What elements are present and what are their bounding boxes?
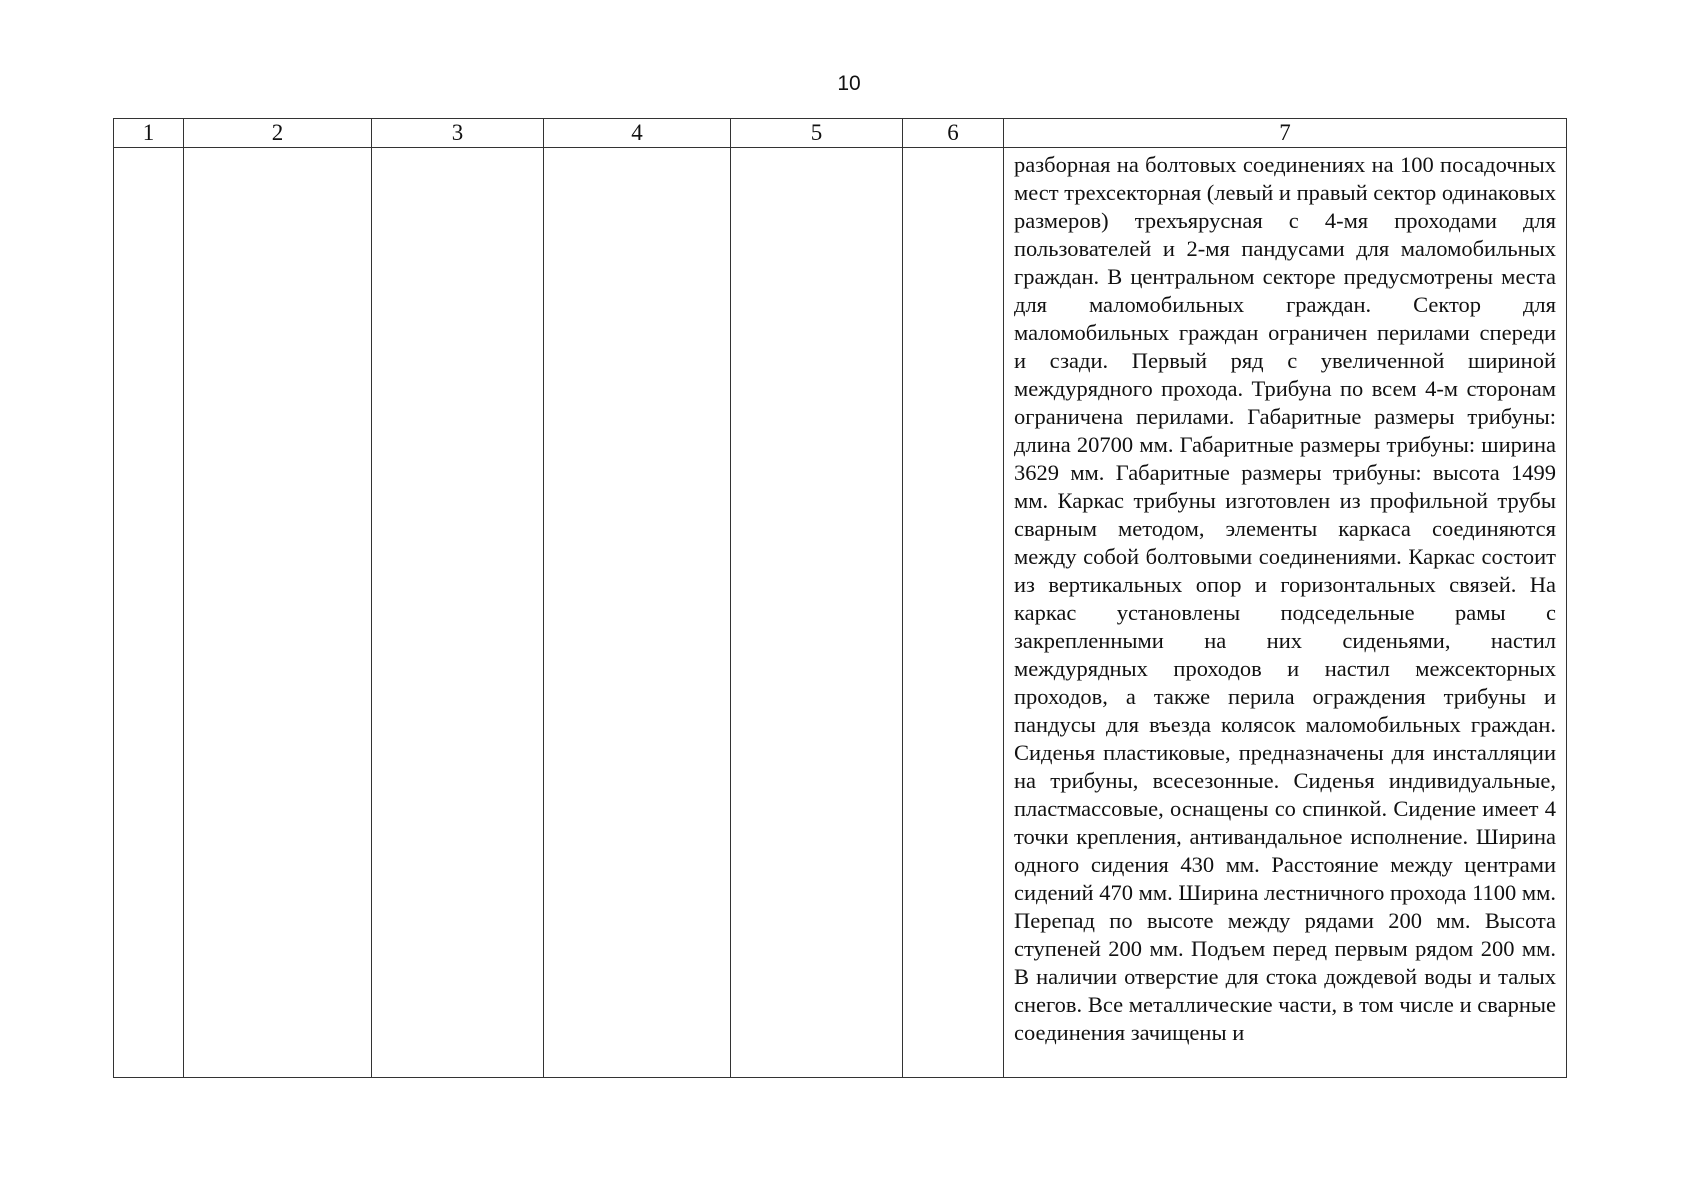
column-header-5: 5 [731,119,903,148]
column-header-6: 6 [903,119,1004,148]
cell-col-5 [731,148,903,1078]
table-header-row [114,119,1567,148]
cell-col-4 [544,148,731,1078]
page-number: 10 [837,72,861,95]
column-header-3: 3 [372,119,544,148]
column-header-2: 2 [184,119,372,148]
specification-table [113,118,1567,1078]
cell-col-2 [184,148,372,1078]
column-header-4: 4 [544,119,731,148]
table-row [114,148,1567,1078]
cell-col-6 [903,148,1004,1078]
column-header-7: 7 [1004,119,1567,148]
description-cell: разборная на болтовых соединениях на 100 посадочных мест трехсекторная (левый и правый сектор одинаковых размеров) трехъярусная с 4-мя проходами для пользователей и 2-мя пандусами для маломобильных граждан. В центральном секторе предусмотрены места для маломобильных граждан. Сектор для маломобильных граждан ограничен перилами спереди и сзади. Первый ряд с увеличенной шириной междурядного прохода. Трибуна по всем 4-м сторонам ограничена перилами. Габаритные размеры трибуны: длина 20700 мм. Габаритные размеры трибуны: ширина 3629 мм. Габаритные размеры трибуны: высота 1499 мм. Каркас трибуны изготовлен из профильной трубы сварным методом, элементы каркаса соединяются между собой болтовыми соединениями. Каркас состоит из вертикальных опор и горизонтальных связей. На каркас установлены подседельные рамы с закрепленными на них сиденьями, настил междурядных проходов и настил межсекторных проходов, а также перила ограждения трибуны и пандусы для въезда колясок маломобильных граждан. Сиденья пластиковые, предназначены для инсталляции на трибуны, всесезонные. Сиденья индивидуальные, пластмассовые, оснащены со спинкой. Сидение имеет 4 точки крепления, антивандальное исполнение. Ширина одного сидения 430 мм. Расстояние между центрами сидений 470 мм. Ширина лестничного прохода 1100 мм. Перепад по высоте между рядами 200 мм. Высота ступеней 200 мм. Подъем перед первым рядом 200 мм. В наличии отверстие для стока дождевой воды и талых снегов. Все металлические части, в том числе и сварные соединения зачищены и [1004,148,1567,1078]
cell-col-3 [372,148,544,1078]
column-header-1: 1 [114,119,184,148]
cell-col-1 [114,148,184,1078]
